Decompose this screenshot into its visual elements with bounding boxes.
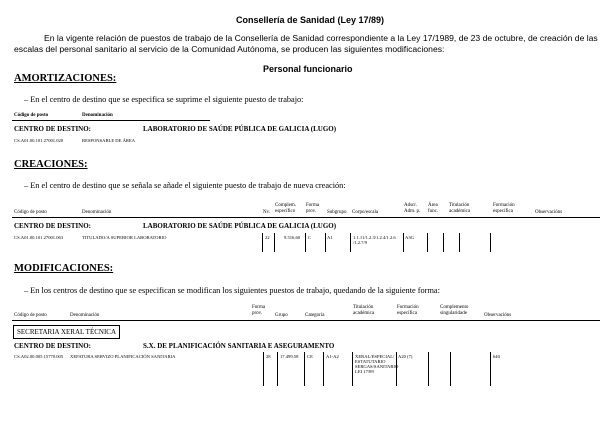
modificaciones-col-observacions: Observacións — [484, 313, 512, 318]
creaciones-row-codigo: CS.A01.00.101.27001.063 — [14, 235, 64, 240]
modificaciones-col-categoria: Categoría — [305, 313, 325, 318]
amortizaciones-col-codigo: Código de posto — [14, 113, 49, 118]
creaciones-row-divider — [325, 233, 326, 252]
amortizaciones-bullet: – En el centro de destino que se especifica se suprime el siguiente puesto de trabajo: — [24, 95, 304, 104]
modificaciones-row-codigo: CS.A02.00.005.15770.005 — [14, 354, 64, 359]
creaciones-centro-label: CENTRO DE DESTINO: — [14, 222, 92, 230]
creaciones-col-adscr: Adscr. Adm. p. — [404, 203, 421, 214]
modificaciones-centro-label: CENTRO DE DESTINO: — [14, 342, 92, 350]
modificaciones-centro-name: S.X. DE PLANIFICACIÓN SANITARIA E ASEGURAMENTO — [143, 342, 335, 350]
modificaciones-col-titulacion: Titulación académica — [353, 305, 375, 316]
modificaciones-row-categoria-4: LEI 17/89 — [355, 369, 374, 374]
personal-heading: Personal funcionario — [263, 64, 353, 74]
modificaciones-row-denominacion: XEFATURA SERVIZO PLANIFICACIÓN SANITARIA — [70, 354, 176, 359]
modificaciones-row-categoria-1: XERAL/ESPECIAL/ — [355, 354, 395, 359]
amortizaciones-centro-name: LABORATORIO DE SAÚDE PÚBLICA DE GALICIA (LUGO) — [143, 125, 337, 133]
creaciones-header-rule — [12, 217, 600, 218]
creaciones-col-codigo: Código de posto — [14, 210, 47, 215]
modificaciones-row-divider — [352, 352, 353, 386]
modificaciones-row-complemento: 17.499,58 — [280, 354, 299, 359]
modificaciones-row-observacions: 640 — [493, 354, 500, 359]
creaciones-row-divider — [274, 233, 275, 252]
modificaciones-row-divider — [277, 352, 278, 386]
amortizaciones-row-codigo: CS.A01.00.101.27001.020 — [14, 138, 64, 143]
creaciones-row-divider — [459, 233, 460, 252]
creaciones-col-forma: Forma prov. — [306, 203, 320, 214]
creaciones-row-corpo-1: 1.1.11/1.2.3/1.2.4/1.2.6 — [353, 235, 396, 240]
modificaciones-row-divider — [263, 352, 264, 386]
creaciones-row-divider — [403, 233, 404, 252]
creaciones-bullet: – En el centro de destino que se señala se añade el siguiente puesto de trabajo de nueva creación: — [24, 181, 346, 190]
modificaciones-row-divider — [490, 352, 491, 386]
creaciones-row-divider — [427, 233, 428, 252]
modificaciones-row-categoria-2: ESTATUTARIO — [355, 359, 386, 364]
document-title: Consellería de Sanidad (Ley 17/89) — [236, 15, 385, 25]
creaciones-col-corpo: Corpo/escala — [352, 210, 379, 215]
creaciones-col-denominacion: Denominación — [82, 210, 112, 215]
modificaciones-header-rule — [12, 320, 600, 321]
amortizaciones-heading: AMORTIZACIONES: — [14, 73, 117, 84]
creaciones-row-forma: C — [308, 235, 312, 240]
creaciones-centro-name: LABORATORIO DE SAÚDE PÚBLICA DE GALICIA (LUGO) — [143, 222, 337, 230]
modificaciones-col-codigo: Código de posto — [14, 313, 47, 318]
modificaciones-row-divider — [396, 352, 397, 386]
creaciones-row-divider — [350, 233, 351, 252]
creaciones-col-nivel: Nv. — [263, 210, 271, 215]
creaciones-row-divider — [490, 233, 491, 252]
modificaciones-col-denominacion: Denominación — [70, 313, 100, 318]
creaciones-row-corpo-2: /1.2.7/9 — [353, 240, 368, 245]
creaciones-col-subgrupo: Subgrupo — [327, 210, 347, 215]
creaciones-col-area: Área func. — [428, 203, 439, 214]
modificaciones-row-divider — [428, 352, 429, 386]
amortizaciones-header-rule — [12, 120, 210, 121]
modificaciones-row-nivel: 28 — [266, 354, 271, 359]
modificaciones-row-grupo: A1-A2 — [326, 354, 339, 359]
modificaciones-col-forma: Forma prov. — [252, 305, 266, 316]
creaciones-row-adscr: A3G — [405, 235, 414, 240]
creaciones-col-observacions: Observacións — [535, 210, 563, 215]
creaciones-col-complemento: Complem. específico — [275, 203, 296, 214]
creaciones-row-subgrupo: A1 — [327, 235, 333, 240]
creaciones-row-divider — [443, 233, 444, 252]
creaciones-row-denominacion: TITULADO/A SUPERIOR LABORATORIO — [82, 235, 167, 240]
amortizaciones-col-denominacion: Denominación — [82, 113, 113, 118]
modificaciones-heading: MODIFICACIONES: — [14, 263, 114, 274]
amortizaciones-centro-label: CENTRO DE DESTINO: — [14, 125, 92, 133]
amortizaciones-row-denominacion: RESPONSABLE DE ÁREA — [82, 138, 136, 143]
intro-paragraph: En la vigente relación de puestos de trabajo de la Consellería de Sanidad correspondiente a la Ley 17/1989, de 23 de octubre, de creación de las escalas del personal sanitario al servicio de la Comunidad Autónoma, se producen las siguientes modificaciones: — [14, 33, 598, 54]
modificaciones-col-formacion: Formación específica — [397, 305, 419, 316]
modificaciones-row-forma: CE — [307, 354, 313, 359]
creaciones-row-divider — [262, 233, 263, 252]
modificaciones-bullet: – En los centros de destino que se especifican se modifican los siguientes puestos de trabajo, quedando de la siguiente forma: — [24, 286, 440, 295]
creaciones-row-complemento: 9.516,60 — [284, 235, 301, 240]
modificaciones-row-titulacion: A20 (7) — [398, 354, 413, 359]
modificaciones-row-divider — [304, 352, 305, 386]
creaciones-row-nivel: 22 — [265, 235, 270, 240]
creaciones-row-divider — [305, 233, 306, 252]
modificaciones-row-divider — [323, 352, 324, 386]
modificaciones-row-divider — [450, 352, 451, 386]
modificaciones-row-categoria-3: SERGAS/SANITARIO — [355, 364, 399, 369]
secretaria-box: SECRETARIA XERAL TÉCNICA — [13, 325, 120, 339]
creaciones-col-titulacion: Titulación académica — [449, 203, 471, 214]
creaciones-col-formacion: Formación específica — [493, 203, 515, 214]
modificaciones-col-grupo: Grupo — [275, 313, 288, 318]
creaciones-heading: CREACIONES: — [14, 159, 88, 170]
modificaciones-col-complemento: Complemento singularidade — [440, 305, 469, 316]
